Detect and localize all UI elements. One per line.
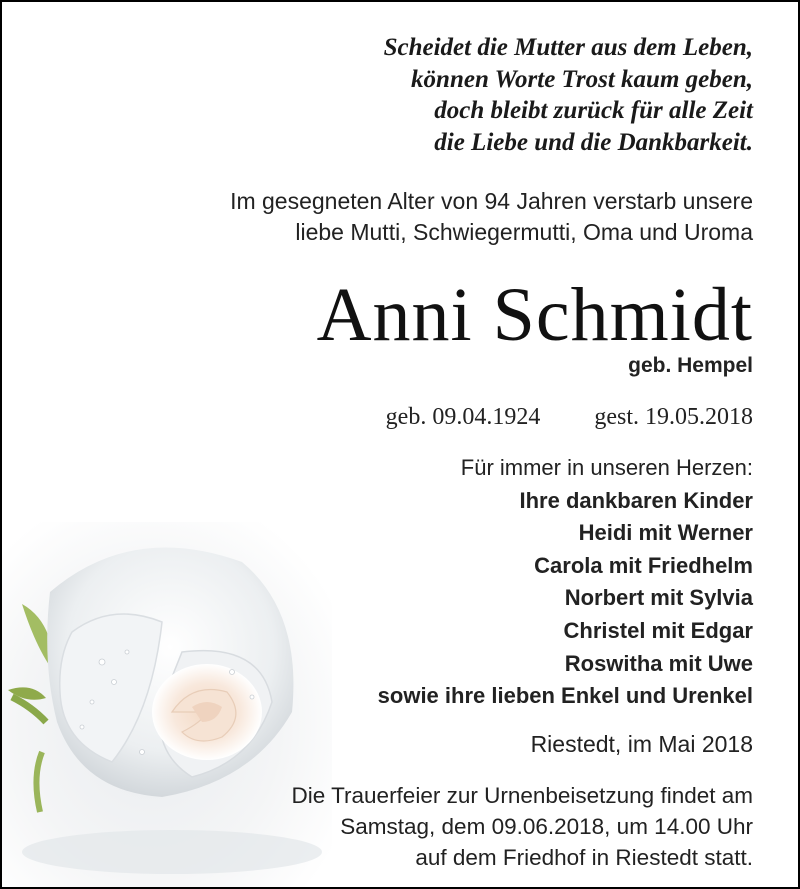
mourners-list [378,452,753,713]
death-date: gest. 19.05.2018 [594,404,753,430]
birth-date: geb. 09.04.1924 [385,404,541,430]
poem-line: können Worte Trost kaum geben, [411,65,753,93]
intro-line: liebe Mutti, Schwiegermutti, Oma und Uroma [295,219,753,245]
funeral-info [292,780,753,873]
mourner-line: Carola mit Friedhelm [534,552,753,578]
poem [384,32,753,158]
maiden-name: geb. Hempel [628,354,753,377]
funeral-line: Samstag, dem 09.06.2018, um 14.00 Uhr [340,814,753,839]
deceased-name: Anni Schmidt [316,273,753,357]
intro-text [230,186,753,248]
funeral-line: auf dem Friedhof in Riestedt statt. [415,845,753,870]
mourner-line: sowie ihre lieben Enkel und Urenkel [377,683,753,709]
intro-line: Im gesegneten Alter von 94 Jahren verstarb unsere [230,188,753,214]
funeral-line: Die Trauerfeier zur Urnenbeisetzung findet am [291,783,753,808]
mourner-line: Christel mit Edgar [563,617,753,643]
mourner-line: Ihre dankbaren Kinder [519,487,753,513]
mourners-lead: Für immer in unseren Herzen: [460,455,753,480]
poem-line: doch bleibt zurück für alle Zeit [434,97,753,124]
mourner-line: Norbert mit Sylvia [564,585,753,611]
white-rose-image [2,522,332,889]
mourner-line: Roswitha mit Uwe [564,650,753,676]
mourner-line: Heidi mit Werner [578,520,753,546]
poem-line: Scheidet die Mutter aus dem Leben, [383,34,753,61]
place-date: Riestedt, im Mai 2018 [530,731,753,757]
poem-line: die Liebe und die Dankbarkeit. [434,128,753,156]
life-dates [386,400,753,434]
